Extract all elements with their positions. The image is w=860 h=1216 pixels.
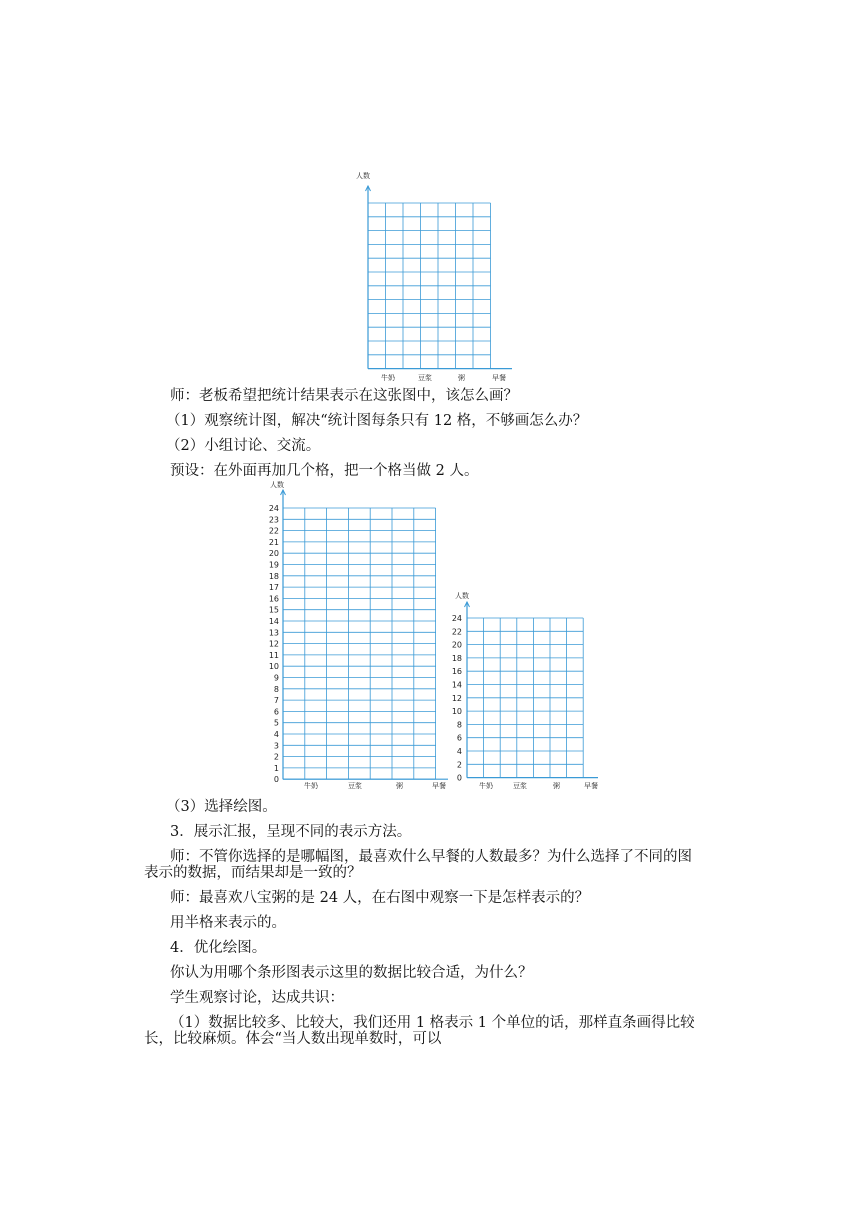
chart2-y-tick-label: 9 [273,673,279,683]
blank-grid-chart-12 [356,171,512,382]
chart1-category-label: 豆浆 [418,374,432,382]
chart2-y-tick-label: 22 [268,526,279,536]
chart2-y-tick-label: 19 [268,560,279,570]
chart2-y-tick-label: 8 [273,684,279,694]
chart2-y-tick-label: 23 [268,515,279,525]
chart3-y-tick-label: 0 [456,773,462,783]
paragraph: 师：不管你选择的是哪幅图，最喜欢什么早餐的人数最多？为什么选择了不同的图 [170,849,692,865]
chart3-axis-label: 人数 [455,592,469,600]
paragraph: 预设：在外面再加几个格，把一个格当做 2 人。 [170,463,479,479]
chart3-y-tick-label: 14 [451,680,462,690]
chart2-y-tick-label: 1 [273,763,279,773]
chart2-y-tick-label: 15 [268,605,279,615]
chart3-y-tick-label: 10 [451,707,462,717]
chart3-y-tick-label: 8 [456,720,462,730]
chart3-y-tick-label: 24 [451,614,462,623]
chart3-category-label: 牛奶 [479,782,493,790]
paragraph: （1）数据比较多、比较大，我们还用 1 格表示 1 个单位的话，那样直条画得比较 [170,1015,695,1031]
grid-chart-step-2 [452,591,598,790]
paragraph: 4．优化绘图。 [170,940,267,956]
chart2-y-tick-label: 6 [273,707,279,717]
paragraph: 师：最喜欢八宝粥的是 24 人，在右图中观察一下是怎样表示的？ [170,890,590,906]
chart2-y-tick-label: 7 [273,696,279,706]
chart1-category-label: 粥 [458,374,465,382]
chart3-y-tick-label: 2 [456,760,462,770]
paragraph: 长，比较麻烦。体会“当人数出现单数时，可以 [144,1031,442,1047]
chart2-y-tick-label: 13 [268,628,279,638]
paragraph: 师：老板希望把统计结果表示在这张图中，该怎么画？ [170,388,518,404]
chart2-y-tick-label: 20 [268,549,279,559]
paragraph: 表示的数据，而结果却是一致的？ [144,865,362,881]
chart2-y-tick-label: 17 [268,583,279,593]
chart2-y-tick-label: 2 [273,752,279,762]
chart2-y-tick-label: 0 [273,775,279,785]
chart1-category-label: 牛奶 [381,374,395,382]
chart3-category-label: 豆浆 [513,782,527,790]
chart2-axis-label: 人数 [270,481,284,489]
chart2-y-tick-label: 18 [268,571,279,581]
chart2-y-tick-label: 5 [273,718,279,728]
chart2-y-tick-label: 24 [268,504,279,513]
paragraph: 3．展示汇报，呈现不同的表示方法。 [170,824,412,840]
chart3-y-tick-label: 16 [451,667,462,677]
chart1-category-label: 早餐 [492,374,506,382]
paragraph: 学生观察讨论，达成共识： [170,990,344,1006]
chart2-y-tick-label: 11 [268,650,279,660]
chart2-y-tick-label: 4 [273,730,279,739]
chart2-y-tick-label: 3 [273,741,279,751]
paragraph: （3）选择绘图。 [166,799,277,815]
chart3-y-tick-label: 4 [456,747,462,756]
chart3-y-tick-label: 12 [451,693,462,703]
chart3-y-tick-label: 20 [451,640,462,650]
chart1-axis-label: 人数 [356,172,370,180]
chart2-y-tick-label: 14 [268,617,279,626]
chart2-category-label: 牛奶 [304,782,318,790]
chart2-y-tick-label: 21 [268,537,279,547]
chart2-y-tick-label: 12 [268,639,279,649]
chart3-category-label: 粥 [553,782,560,790]
chart3-y-tick-label: 6 [456,733,462,743]
chart2-category-label: 早餐 [432,782,446,790]
chart2-category-label: 粥 [396,782,403,790]
chart2-category-label: 豆浆 [348,782,362,790]
paragraph: （1）观察统计图，解决“统计图每条只有 12 格，不够画怎么办？ [166,413,588,429]
chart2-y-tick-label: 10 [268,662,279,672]
paragraph: 你认为用哪个条形图表示这里的数据比较合适，为什么？ [170,965,533,981]
paragraph: （2）小组讨论、交流。 [166,438,321,454]
chart3-category-label: 早餐 [584,782,598,790]
paragraph: 用半格来表示的。 [170,915,286,931]
grid-chart-24-rows [269,480,448,790]
chart3-y-tick-label: 22 [451,627,462,637]
chart3-y-tick-label: 18 [451,653,462,663]
chart2-y-tick-label: 16 [268,594,279,604]
